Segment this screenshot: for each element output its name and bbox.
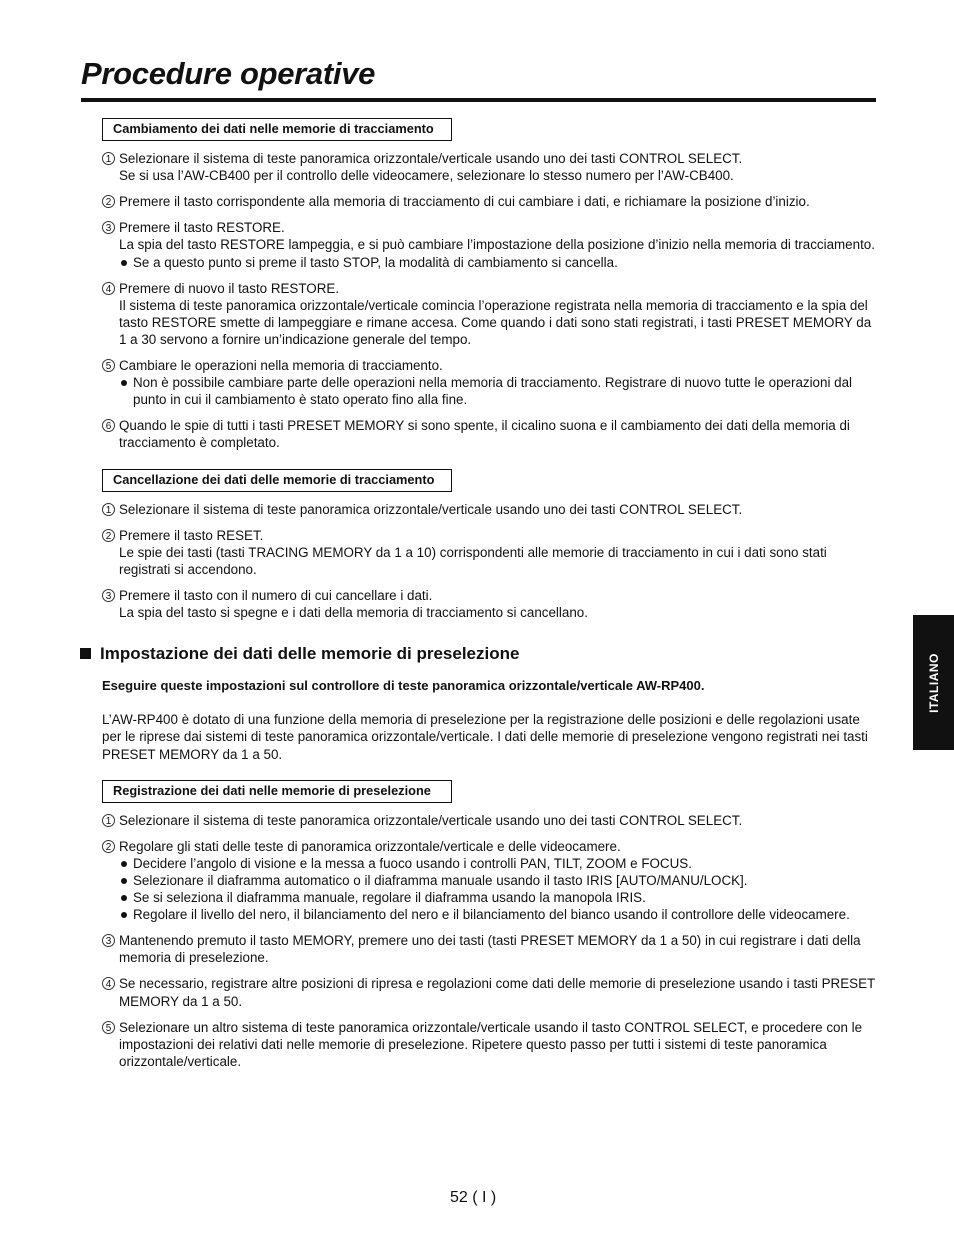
- bullet-list: [119, 374, 877, 408]
- page-content: [102, 118, 877, 1070]
- step: [102, 219, 877, 270]
- step: [102, 193, 877, 210]
- step: [102, 932, 877, 966]
- step-text: Cambiare le operazioni nella memoria di tracciamento.: [119, 358, 443, 374]
- step-text: Premere il tasto RESTORE.: [119, 220, 285, 236]
- step: [102, 1019, 877, 1070]
- section-title-tracing-change: Cambiamento dei dati nelle memorie di tracciamento: [102, 118, 452, 141]
- step-text: Premere il tasto con il numero di cui cancellare i dati.: [119, 587, 433, 603]
- step-number-icon: 6: [102, 419, 115, 432]
- steps-tracing-delete: [102, 501, 877, 622]
- step-number-icon: 4: [102, 282, 115, 295]
- section-preset-register: [102, 780, 877, 1070]
- step-text: Premere il tasto RESET.: [119, 527, 264, 543]
- step-number-icon: 1: [102, 503, 115, 516]
- step-text: Se si usa l’AW-CB400 per il controllo delle videocamere, selezionare lo stesso numero per l’AW-CB400.: [119, 168, 734, 184]
- bullet-item: Se si seleziona il diaframma manuale, regolare il diaframma usando la manopola IRIS.: [119, 889, 877, 906]
- section-title-tracing-delete: Cancellazione dei dati delle memorie di tracciamento: [102, 469, 452, 492]
- steps-preset-register: [102, 812, 877, 1070]
- bullet-list: [119, 254, 877, 271]
- page-number: 52 ( I ): [450, 1189, 497, 1206]
- step-number-icon: 2: [102, 195, 115, 208]
- step-text: Le spie dei tasti (tasti TRACING MEMORY da 1 a 10) corrispondenti alle memorie di tracciamento in cui i dati sono stati registrati si accendono.: [119, 544, 827, 577]
- section-tracing-change: [102, 118, 877, 452]
- step-number-icon: 2: [102, 529, 115, 542]
- bullet-item: Non è possibile cambiare parte delle operazioni nella memoria di tracciamento. Registrare di nuovo tutte le operazioni dal punto in cui il cambiamento è stato operato fino alla fine.: [119, 374, 877, 408]
- step-text: La spia del tasto RESTORE lampeggia, e si può cambiare l’impostazione della posizione d’inizio nella memoria di tracciamento.: [119, 237, 875, 253]
- language-tab: [913, 615, 954, 750]
- step-text: Mantenendo premuto il tasto MEMORY, premere uno dei tasti (tasti PRESET MEMORY da 1 a 50) in cui registrare i dati della memoria di preselezione.: [119, 933, 861, 966]
- step-number-icon: 4: [102, 977, 115, 990]
- step: [102, 357, 877, 408]
- step-number-icon: 3: [102, 221, 115, 234]
- step-text: Selezionare il sistema di teste panoramica orizzontale/verticale usando uno dei tasti CONTROL SELECT.: [119, 151, 743, 167]
- language-tab-label: ITALIANO: [926, 652, 941, 713]
- step: [102, 975, 877, 1009]
- bullet-item: Regolare il livello del nero, il bilanciamento del nero e il bilanciamento del bianco usando il controllore delle videocamere.: [119, 906, 877, 923]
- step-number-icon: 5: [102, 1021, 115, 1034]
- preset-bold-intro: Eseguire queste impostazioni sul controllore di teste panoramica orizzontale/verticale AW-RP400.: [102, 678, 705, 694]
- step: [102, 280, 877, 348]
- step-number-icon: 1: [102, 152, 115, 165]
- step-text: Il sistema di teste panoramica orizzontale/verticale comincia l’operazione registrata nella memoria di tracciamento e la spia del tasto RESTORE smette di lampeggiare e rimane accesa. Come quando i dati sono stati registrati, i tasti PRESET MEMORY da 1 a 30 servono a fornire un’indicazione generale del tempo.: [119, 297, 872, 347]
- step: [102, 150, 877, 184]
- step-text: Premere il tasto corrispondente alla memoria di tracciamento di cui cambiare i dati, e richiamare la posizione d’inizio.: [119, 194, 810, 210]
- bullet-item: Se a questo punto si preme il tasto STOP, la modalità di cambiamento si cancella.: [119, 254, 877, 271]
- bullet-item: Selezionare il diaframma automatico o il diaframma manuale usando il tasto IRIS [AUTO/MANU/LOCK].: [119, 872, 877, 889]
- step: [102, 812, 877, 829]
- square-bullet-icon: [80, 648, 91, 659]
- step-number-icon: 3: [102, 934, 115, 947]
- section-title-preset-register: Registrazione dei dati nelle memorie di preselezione: [102, 780, 452, 803]
- step-number-icon: 2: [102, 840, 115, 853]
- step-text: Quando le spie di tutti i tasti PRESET MEMORY si sono spente, il cicalino suona e il cambiamento dei dati della memoria di tracciamento è completato.: [119, 418, 850, 451]
- step: [102, 501, 877, 518]
- step-text: Selezionare un altro sistema di teste panoramica orizzontale/verticale usando il tasto CONTROL SELECT, e procedere con le impostazioni dei relativi dati nelle memorie di preselezione. Ripetere questo passo per tutti i sistemi di teste panoramica orizzontale/verticale.: [119, 1019, 863, 1069]
- section-heading-preset: [80, 645, 877, 662]
- step-number-icon: 1: [102, 814, 115, 827]
- step-text: Premere di nuovo il tasto RESTORE.: [119, 280, 340, 296]
- step: [102, 587, 877, 621]
- step-text: La spia del tasto si spegne e i dati della memoria di tracciamento si cancellano.: [119, 605, 588, 621]
- step-text: Selezionare il sistema di teste panoramica orizzontale/verticale usando uno dei tasti CONTROL SELECT.: [119, 812, 743, 828]
- step: [102, 417, 877, 451]
- step-number-icon: 3: [102, 589, 115, 602]
- preset-intro: L’AW-RP400 è dotato di una funzione della memoria di preselezione per la registrazione delle posizioni e delle regolazioni usate per le riprese dai sistemi di teste panoramica orizzontale/verticale. I dati delle memorie di preselezione vengono registrati nei tasti PRESET MEMORY da 1 a 50.: [102, 712, 868, 762]
- steps-tracing-change: [102, 150, 877, 451]
- step-text: Selezionare il sistema di teste panoramica orizzontale/verticale usando uno dei tasti CONTROL SELECT.: [119, 501, 743, 517]
- step: [102, 527, 877, 578]
- title-rule: [81, 98, 876, 102]
- step-text: Se necessario, registrare altre posizioni di ripresa e regolazioni come dati delle memorie di preselezione usando i tasti PRESET MEMORY da 1 a 50.: [119, 976, 875, 1009]
- page-title: Procedure operative: [81, 56, 376, 91]
- bullet-item: Decidere l’angolo di visione e la messa a fuoco usando i controlli PAN, TILT, ZOOM e FOCUS.: [119, 855, 877, 872]
- section-tracing-delete: [102, 469, 877, 622]
- step: [102, 838, 877, 923]
- step-number-icon: 5: [102, 359, 115, 372]
- step-text: Regolare gli stati delle teste di panoramica orizzontale/verticale e delle videocamere.: [119, 838, 621, 854]
- bullet-list: [119, 855, 877, 923]
- section-heading-text: Impostazione dei dati delle memorie di preselezione: [100, 644, 520, 664]
